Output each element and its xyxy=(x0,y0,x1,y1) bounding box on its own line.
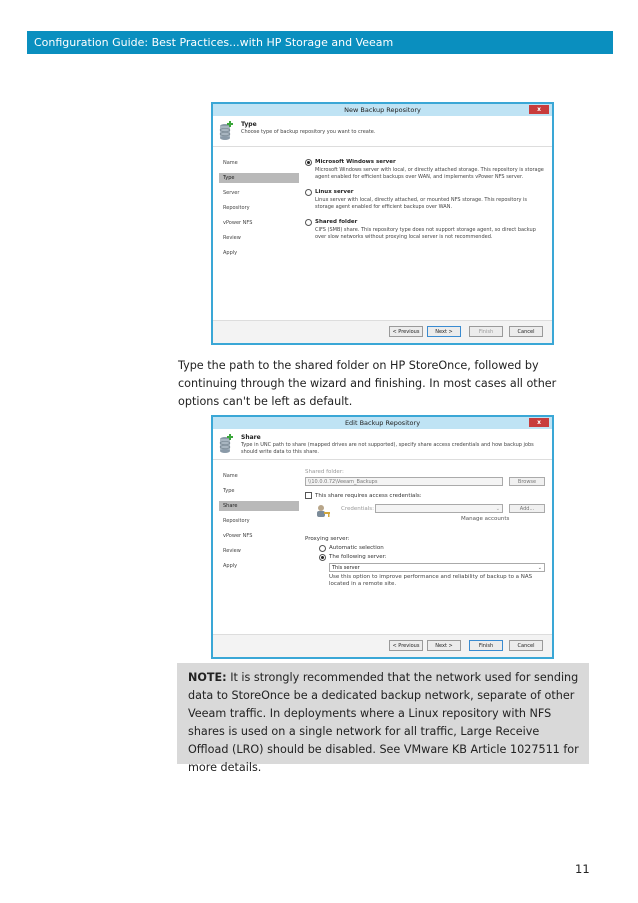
database-icon xyxy=(219,121,233,141)
browse-button[interactable]: Browse xyxy=(509,477,545,486)
new-backup-repository-window xyxy=(211,102,554,345)
wizard-step-name[interactable]: Name xyxy=(223,473,238,479)
option-windows-server[interactable] xyxy=(305,159,544,180)
manage-accounts-link[interactable]: Manage accounts xyxy=(461,516,510,522)
close-icon[interactable]: x xyxy=(529,105,549,114)
option-title: Linux server xyxy=(315,189,354,195)
close-icon[interactable]: x xyxy=(529,418,549,427)
radio-automatic[interactable] xyxy=(319,545,326,552)
server-dropdown[interactable] xyxy=(329,563,545,572)
requires-credentials-checkbox[interactable] xyxy=(305,492,312,499)
window-titlebar xyxy=(213,104,552,116)
option-description: Microsoft Windows server with local, or directly attached storage. This repository is storage agent enabled for efficient backups over WAN, and implements vPower NFS server. xyxy=(315,167,544,180)
add-credentials-button[interactable]: Add... xyxy=(509,504,545,513)
shared-folder-label: Shared folder: xyxy=(305,469,344,475)
option-shared-folder[interactable] xyxy=(305,219,544,240)
banner-title: Type xyxy=(241,121,257,128)
note-label: NOTE: xyxy=(188,671,227,684)
edit-backup-repository-window xyxy=(211,415,554,659)
wizard-step-vpower-nfs[interactable]: vPower NFS xyxy=(223,533,253,539)
shared-folder-input[interactable]: \\10.0.0.72\Veeam_Backups xyxy=(305,477,503,486)
wizard-footer xyxy=(213,320,552,343)
requires-credentials-label: This share requires access credentials: xyxy=(315,493,422,499)
wizard-step-repository[interactable]: Repository xyxy=(223,518,250,524)
window-titlebar xyxy=(213,417,552,429)
type-options xyxy=(305,159,544,246)
body-paragraph: Type the path to the shared folder on HP StoreOnce, followed by continuing through the wizard and finishing. In most cases all other options can't be left as default. xyxy=(178,359,557,408)
cancel-button[interactable]: Cancel xyxy=(509,326,543,337)
banner-description: Type in UNC path to share (mapped drives are not supported), specify share access credentials and how backup jobs should write data to this share. xyxy=(241,442,534,455)
wizard-footer xyxy=(213,634,552,657)
wizard-banner xyxy=(213,429,552,460)
wizard-step-apply[interactable]: Apply xyxy=(223,250,238,256)
radio-linux[interactable] xyxy=(305,189,312,196)
proxying-server-label: Proxying server: xyxy=(305,536,350,542)
chevron-down-icon: ⌄ xyxy=(495,506,500,512)
finish-button[interactable]: Finish xyxy=(469,640,503,651)
banner-description: Choose type of backup repository you want to create. xyxy=(241,129,376,135)
requires-credentials-row[interactable] xyxy=(305,492,544,499)
option-description: CIFS (SMB) share. This repository type does not support storage agent, so direct backup over slow networks without proxying local server is not recommended. xyxy=(315,227,536,240)
previous-button[interactable]: < Previous xyxy=(389,640,423,651)
automatic-selection-option[interactable] xyxy=(319,545,544,551)
header-title: Configuration Guide: Best Practices...with HP Storage and Veeam xyxy=(34,36,394,49)
finish-button[interactable]: Finish xyxy=(469,326,503,337)
option-linux-server[interactable] xyxy=(305,189,544,210)
server-value: This server xyxy=(332,565,360,571)
wizard-step-server[interactable]: Server xyxy=(223,190,240,196)
page-number: 11 xyxy=(575,862,590,876)
wizard-step-type[interactable]: Type xyxy=(219,173,299,183)
next-button[interactable]: Next > xyxy=(427,640,461,651)
previous-button[interactable]: < Previous xyxy=(389,326,423,337)
next-button[interactable]: Next > xyxy=(427,326,461,337)
banner-title: Share xyxy=(241,434,261,441)
wizard-step-share[interactable]: Share xyxy=(219,501,299,511)
chevron-down-icon: ⌄ xyxy=(537,565,542,571)
credentials-label: Credentials: xyxy=(341,506,375,512)
server-hint: Use this option to improve performance and reliability of backup to a NAS located in a remote site. xyxy=(329,574,533,587)
following-server-label: The following server: xyxy=(329,554,387,560)
option-description: Linux server with local, directly attached, or mounted NFS storage. This repository is storage agent enabled for efficient backups over WAN. xyxy=(315,197,528,210)
note-box xyxy=(177,663,589,774)
credentials-dropdown[interactable] xyxy=(375,504,503,513)
wizard-step-review[interactable]: Review xyxy=(223,235,241,241)
header-bar xyxy=(27,31,613,54)
window-title: Edit Backup Repository xyxy=(344,419,421,427)
wizard-step-name[interactable]: Name xyxy=(223,160,238,166)
database-icon xyxy=(219,434,233,454)
following-server-option[interactable] xyxy=(319,554,544,560)
wizard-step-vpower-nfs[interactable]: vPower NFS xyxy=(223,220,253,226)
radio-shared-folder[interactable] xyxy=(305,219,312,226)
option-title: Shared folder xyxy=(315,219,358,225)
wizard-step-review[interactable]: Review xyxy=(223,548,241,554)
share-settings xyxy=(305,469,544,639)
note-text: It is strongly recommended that the network used for sending data to StoreOnce be a dedicated backup network, separate of other Veeam traffic. In deployments where a Linux repository with NFS shares is used on a single network for all traffic, Large Receive Offload (LRO) should be disabled. See VMware KB Article 1027511 for more details. xyxy=(188,671,579,774)
radio-following-server[interactable] xyxy=(319,554,326,561)
wizard-banner xyxy=(213,116,552,147)
window-title: New Backup Repository xyxy=(344,106,421,114)
wizard-step-repository[interactable]: Repository xyxy=(223,205,250,211)
radio-windows[interactable] xyxy=(305,159,312,166)
wizard-step-apply[interactable]: Apply xyxy=(223,563,238,569)
option-title: Microsoft Windows server xyxy=(315,159,396,165)
wizard-step-type[interactable]: Type xyxy=(223,488,235,494)
wizard-steps xyxy=(219,471,299,576)
automatic-selection-label: Automatic selection xyxy=(329,545,384,551)
key-user-icon xyxy=(315,503,331,519)
cancel-button[interactable]: Cancel xyxy=(509,640,543,651)
wizard-steps xyxy=(219,158,299,263)
